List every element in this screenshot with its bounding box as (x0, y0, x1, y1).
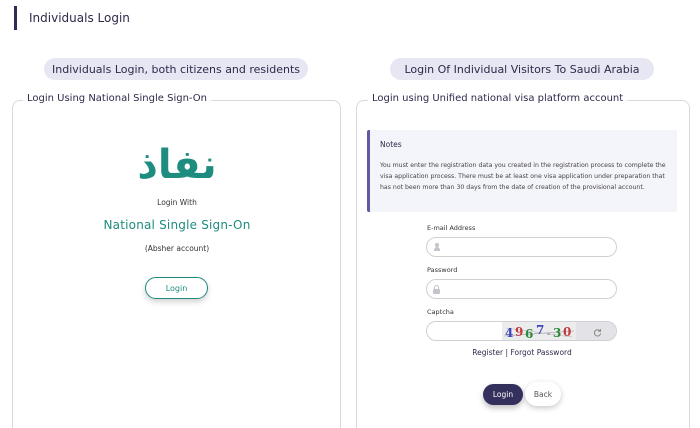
visa-login-button[interactable]: Login (483, 384, 523, 405)
page-header (14, 6, 130, 30)
register-link[interactable]: Register (472, 348, 504, 357)
tab-visitors[interactable]: Login Of Individual Visitors To Saudi Arabia (390, 58, 654, 80)
captcha-image (502, 322, 576, 341)
links-separator: | (505, 348, 509, 357)
notes-title: Notes (380, 140, 402, 149)
password-input[interactable] (444, 285, 604, 294)
captcha-digit: 4 (505, 326, 514, 340)
user-icon (433, 243, 440, 251)
forgot-password-link[interactable]: Forgot Password (510, 348, 572, 357)
password-field-wrapper[interactable] (426, 279, 617, 299)
refresh-icon (593, 328, 602, 337)
email-label: E-mail Address (427, 224, 476, 232)
login-with-label: Login With (157, 198, 197, 207)
captcha-input[interactable] (435, 325, 500, 338)
notes-box (367, 130, 677, 212)
lock-icon (433, 285, 440, 293)
captcha-digit: 0 (563, 325, 572, 339)
password-label: Password (427, 266, 458, 274)
account-links (460, 348, 584, 357)
nafath-panel-legend: Login Using National Single Sign-On (23, 93, 211, 104)
notes-text: You must enter the registration data you created in the registration process to complete the visa application process. There must be at least one visa application under preparation that has not been more than 30 days from the date of creation of the provisional account. (380, 162, 666, 191)
tab-citizens-residents[interactable]: Individuals Login, both citizens and residents (44, 58, 308, 80)
page-title: Individuals Login (29, 11, 130, 25)
nafath-logo-text: نفاذ (137, 142, 217, 186)
captcha-digit: 9 (515, 325, 524, 339)
captcha-digit: 3 (553, 326, 562, 340)
captcha-field-wrapper (426, 321, 617, 341)
captcha-digit: - (547, 329, 551, 340)
nsso-title: National Single Sign-On (103, 218, 251, 232)
absher-note: (Absher account) (144, 244, 210, 253)
visa-panel-legend: Login using Unified national visa platform account (368, 93, 627, 104)
nafath-login-button[interactable]: Login (145, 277, 208, 299)
captcha-glyphs (502, 322, 576, 341)
email-field-wrapper[interactable] (426, 237, 617, 257)
email-input[interactable] (444, 243, 604, 252)
nafath-logo (135, 142, 219, 186)
captcha-refresh-button[interactable] (576, 322, 617, 341)
captcha-label: Captcha (427, 308, 454, 316)
header-accent-bar (14, 6, 17, 30)
captcha-digit: 7 (536, 323, 545, 337)
back-button[interactable]: Back (525, 382, 561, 406)
captcha-digit: 6 (525, 327, 534, 341)
